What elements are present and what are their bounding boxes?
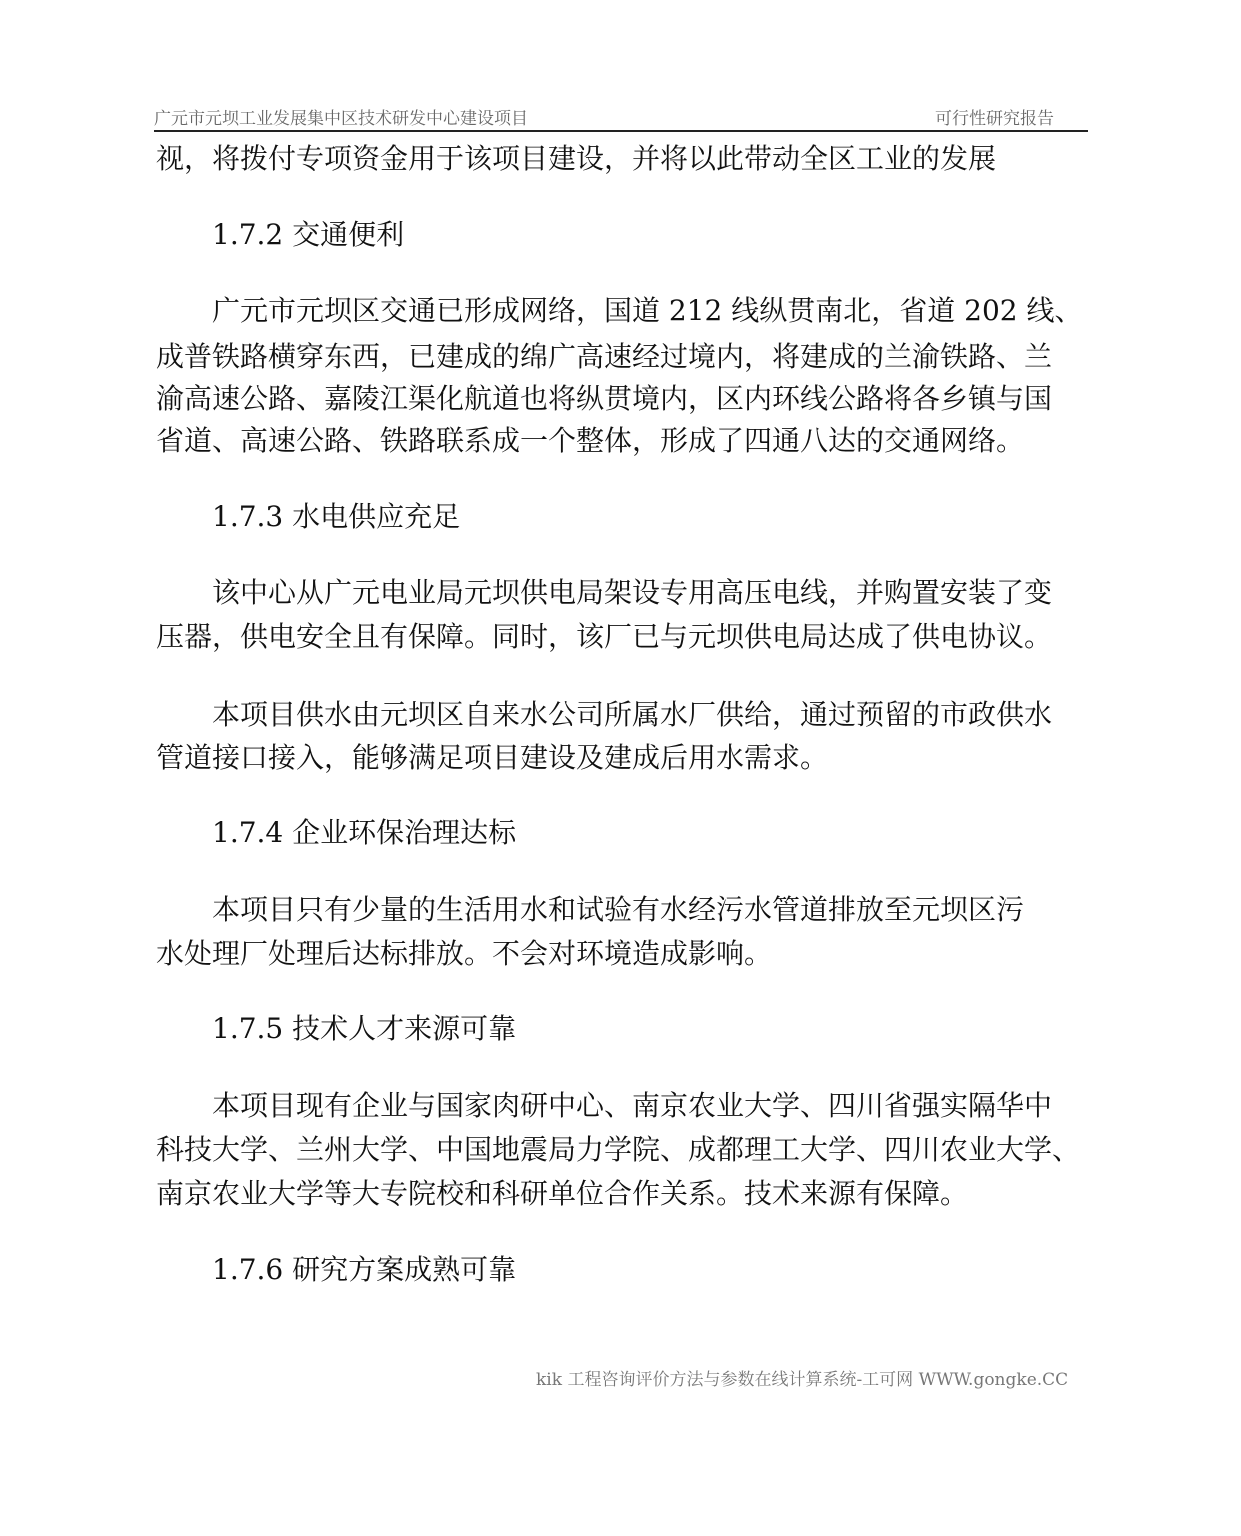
- section-heading-1-7-5: 1.7.5 技术人才来源可靠: [212, 1012, 517, 1045]
- body-text-line: 本项目只有少量的生活用水和试验有水经污水管道排放至元坝区污: [212, 893, 1025, 926]
- body-text-line: 压器，供电安全且有保障。同时，该厂已与元坝供电局达成了供电协议。: [156, 620, 1053, 653]
- body-text-line: 渝高速公路、嘉陵江渠化航道也将纵贯境内，区内环线公路将各乡镇与国: [156, 382, 1053, 415]
- body-text-line: 该中心从广元电业局元坝供电局架设专用高压电线，并购置安装了变: [212, 576, 1053, 609]
- body-text-line: 水处理厂处理后达标排放。不会对环境造成影响。: [156, 937, 773, 970]
- header-project-title: 广元市元坝工业发展集中区技术研发中心建设项目: [154, 109, 528, 129]
- body-text-line: 成普铁路横穿东西，已建成的绵广高速经过境内，将建成的兰渝铁路、兰: [156, 340, 1053, 373]
- body-text-line: 广元市元坝区交通已形成网络，国道 212 线纵贯南北，省道 202 线、: [212, 294, 1083, 327]
- page-footer: kik 工程咨询评价方法与参数在线计算系统-工可网 WWW.gongke.CC: [536, 1370, 1069, 1390]
- page-header: [154, 104, 1088, 132]
- body-text-line: 视，将拨付专项资金用于该项目建设，并将以此带动全区工业的发展: [156, 142, 997, 175]
- header-report-type: 可行性研究报告: [935, 109, 1054, 129]
- section-heading-1-7-4: 1.7.4 企业环保治理达标: [212, 816, 517, 849]
- body-text-line: 本项目现有企业与国家肉研中心、南京农业大学、四川省强实隔华中: [212, 1089, 1053, 1122]
- section-heading-1-7-3: 1.7.3 水电供应充足: [212, 500, 461, 533]
- body-text-line: 省道、高速公路、铁路联系成一个整体，形成了四通八达的交通网络。: [156, 424, 1025, 457]
- section-heading-1-7-6: 1.7.6 研究方案成熟可靠: [212, 1253, 517, 1286]
- body-text-line: 科技大学、兰州大学、中国地震局力学院、成都理工大学、四川农业大学、: [156, 1133, 1081, 1166]
- body-text-line: 本项目供水由元坝区自来水公司所属水厂供给，通过预留的市政供水: [212, 698, 1053, 731]
- body-text-line: 南京农业大学等大专院校和科研单位合作关系。技术来源有保障。: [156, 1177, 969, 1210]
- section-heading-1-7-2: 1.7.2 交通便利: [212, 218, 405, 251]
- body-text-line: 管道接口接入，能够满足项目建设及建成后用水需求。: [156, 741, 829, 774]
